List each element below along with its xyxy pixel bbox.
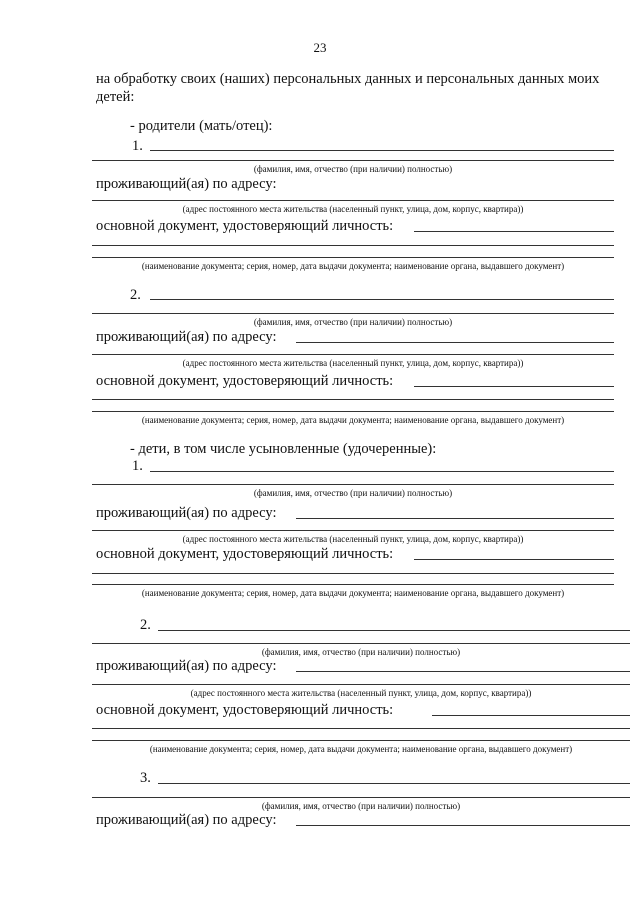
- parent-1-fio-caption: (фамилия, имя, отчество (при наличии) полностью): [253, 164, 453, 174]
- page-number: 23: [313, 40, 327, 55]
- child-1-fio-caption: (фамилия, имя, отчество (при наличии) полностью): [253, 488, 453, 498]
- child-3-fio-caption: (фамилия, имя, отчество (при наличии) полностью): [261, 801, 461, 811]
- child-2-address-line[interactable]: [296, 671, 630, 672]
- parent-1-address-caption: (адрес постоянного места жительства (населенный пункт, улица, дом, корпус, квартира)): [182, 204, 524, 214]
- parent-1-number: 1.: [132, 138, 143, 154]
- child-2-document-label: основной документ, удостоверяющий личность:: [96, 702, 394, 718]
- child-2-name-line[interactable]: [158, 630, 630, 631]
- child-1-name-line[interactable]: [150, 471, 614, 472]
- child-1-document-line-2[interactable]: [92, 573, 614, 574]
- parent-1-document-label: основной документ, удостоверяющий личность:: [96, 218, 394, 234]
- child-3-number: 3.: [140, 770, 151, 786]
- parent-1-document-line-2[interactable]: [92, 245, 614, 246]
- parents-heading: - родители (мать/отец):: [130, 118, 273, 134]
- child-3-address-line[interactable]: [296, 825, 630, 826]
- parent-2-name-line-2[interactable]: [92, 313, 614, 314]
- parent-1-residing-label: проживающий(ая) по адресу:: [96, 176, 277, 192]
- child-1-document-line-3[interactable]: [92, 584, 614, 585]
- child-1-address-caption: (адрес постоянного места жительства (населенный пункт, улица, дом, корпус, квартира)): [182, 534, 524, 544]
- child-1-name-line-2[interactable]: [92, 484, 614, 485]
- parent-2-address-line-2[interactable]: [92, 354, 614, 355]
- children-heading: - дети, в том числе усыновленные (удочеренные):: [130, 441, 437, 457]
- parent-2-address-caption: (адрес постоянного места жительства (населенный пункт, улица, дом, корпус, квартира)): [182, 358, 524, 368]
- parent-1-name-line-2[interactable]: [92, 160, 614, 161]
- parent-2-number: 2.: [130, 287, 141, 303]
- child-1-address-line[interactable]: [296, 518, 614, 519]
- child-1-document-line[interactable]: [414, 559, 614, 560]
- child-2-name-line-2[interactable]: [92, 643, 630, 644]
- parent-1-doc-caption: (наименование документа; серия, номер, дата выдачи документа; наименование органа, выдавшего документ): [141, 261, 565, 271]
- child-3-name-line[interactable]: [158, 783, 630, 784]
- child-2-residing-label: проживающий(ая) по адресу:: [96, 658, 277, 674]
- child-3-name-line-2[interactable]: [92, 797, 630, 798]
- intro-paragraph: на обработку своих (наших) персональных данных и персональных данных моих детей:: [96, 71, 600, 105]
- parent-2-document-line-3[interactable]: [92, 411, 614, 412]
- child-2-doc-caption: (наименование документа; серия, номер, дата выдачи документа; наименование органа, выдавшего документ): [149, 744, 573, 754]
- child-3-residing-label: проживающий(ая) по адресу:: [96, 812, 277, 828]
- parent-2-residing-label: проживающий(ая) по адресу:: [96, 329, 277, 345]
- parent-1-document-line[interactable]: [414, 231, 614, 232]
- parent-2-document-label: основной документ, удостоверяющий личность:: [96, 373, 394, 389]
- parent-2-address-line[interactable]: [296, 342, 614, 343]
- child-2-document-line-2[interactable]: [92, 728, 630, 729]
- child-2-address-caption: (адрес постоянного места жительства (населенный пункт, улица, дом, корпус, квартира)): [190, 688, 532, 698]
- parent-1-document-line-3[interactable]: [92, 257, 614, 258]
- child-2-address-line-2[interactable]: [92, 684, 630, 685]
- parent-1-address-line[interactable]: [92, 200, 614, 201]
- child-2-number: 2.: [140, 617, 151, 633]
- parent-1-name-line[interactable]: [150, 150, 614, 151]
- child-2-document-line-3[interactable]: [92, 740, 630, 741]
- child-1-number: 1.: [132, 458, 143, 474]
- child-2-document-line[interactable]: [432, 715, 630, 716]
- parent-2-name-line[interactable]: [150, 299, 614, 300]
- parent-2-doc-caption: (наименование документа; серия, номер, дата выдачи документа; наименование органа, выдавшего документ): [141, 415, 565, 425]
- child-1-doc-caption: (наименование документа; серия, номер, дата выдачи документа; наименование органа, выдавшего документ): [141, 588, 565, 598]
- child-1-residing-label: проживающий(ая) по адресу:: [96, 505, 277, 521]
- child-1-document-label: основной документ, удостоверяющий личность:: [96, 546, 394, 562]
- child-2-fio-caption: (фамилия, имя, отчество (при наличии) полностью): [261, 647, 461, 657]
- parent-2-fio-caption: (фамилия, имя, отчество (при наличии) полностью): [253, 317, 453, 327]
- parent-2-document-line-2[interactable]: [92, 399, 614, 400]
- parent-2-document-line[interactable]: [414, 386, 614, 387]
- child-1-address-line-2[interactable]: [92, 530, 614, 531]
